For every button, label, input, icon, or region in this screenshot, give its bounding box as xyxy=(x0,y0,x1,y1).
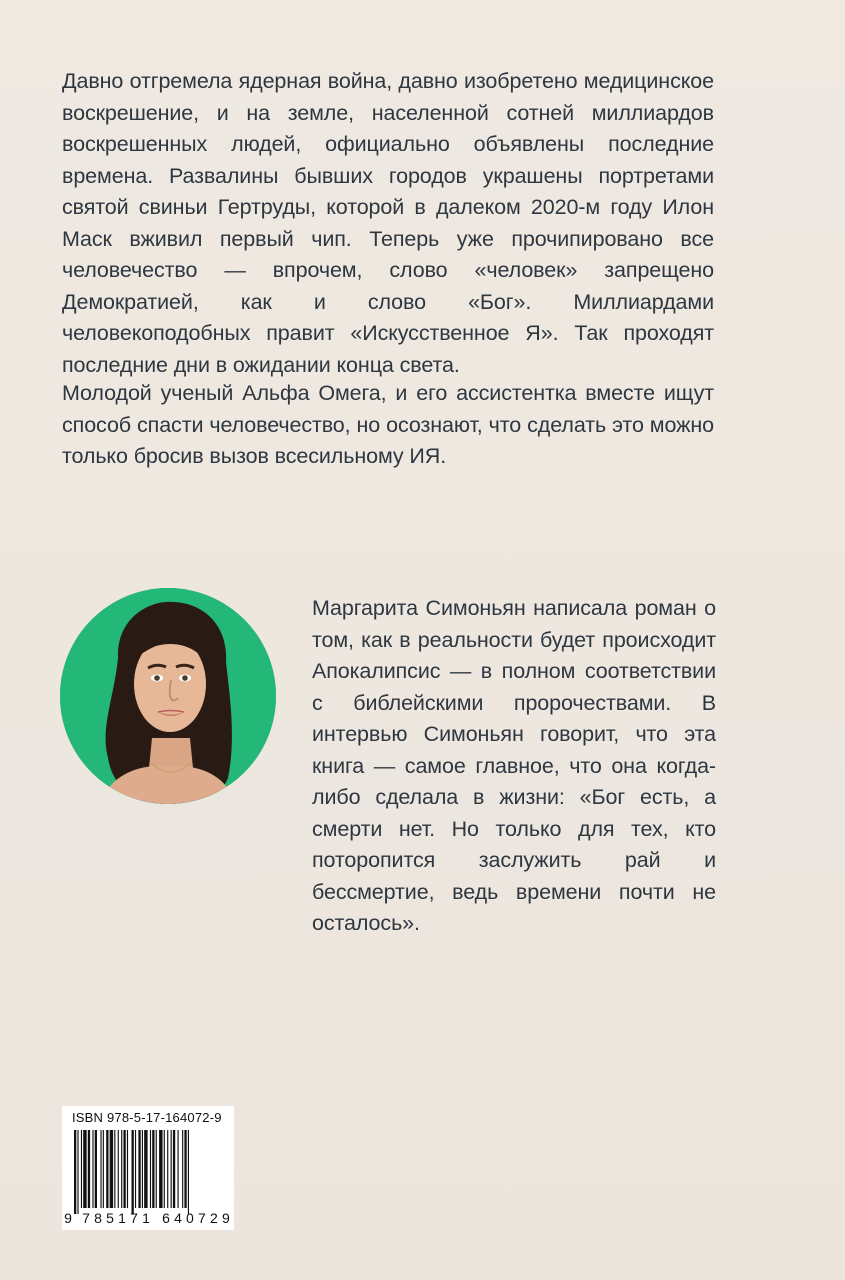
barcode-bar xyxy=(110,1130,113,1208)
barcode-bar xyxy=(135,1130,136,1208)
synopsis-paragraph-2: Молодой ученый Альфа Омега, и его ассистентка вместе ищут способ спасти человечество, но осознают, что сделать это можно только бросив вызов всесильному ИЯ. xyxy=(62,381,714,468)
barcode-bar xyxy=(144,1130,147,1208)
barcode-bar xyxy=(156,1130,157,1208)
barcode-bar xyxy=(92,1130,93,1208)
barcode-bar xyxy=(121,1130,122,1208)
barcode-digits xyxy=(62,1210,234,1226)
barcode-bars-image xyxy=(66,1130,230,1214)
synopsis-paragraph-1: Давно отгремела ядерная война, давно изобретено медицинское воскрешение, и на земле, населенной сотней миллиардов воскрешенных людей, официально объявлены последние времена. Развалины бывших городов украшены портретами святой свиньи Гертруды, которой в далеком 2020-м году Илон Маск вживил первый чип. Теперь уже прочипировано все человечество — впрочем, слово «человек» запрещено Демократией, как и слово «Бог». Миллиардами человекоподобных правит «Искусственное Я». Так проходят последние дни в ожидании конца света. xyxy=(62,69,714,377)
isbn-label: ISBN 978-5-17-164072-9 xyxy=(72,1110,222,1125)
barcode-bar xyxy=(173,1130,175,1208)
barcode-bar xyxy=(83,1130,86,1208)
barcode-bar xyxy=(123,1130,125,1208)
barcode-bar xyxy=(74,1130,76,1214)
barcode-bar xyxy=(152,1130,154,1208)
barcode-bar xyxy=(103,1130,104,1208)
barcode-bar xyxy=(118,1130,119,1208)
barcode-bar xyxy=(95,1130,97,1208)
barcode-right-digits: 640729 xyxy=(162,1210,234,1226)
author-portrait xyxy=(60,588,276,804)
barcode-bar xyxy=(81,1130,82,1208)
barcode-bar xyxy=(167,1130,168,1208)
author-bio: Маргарита Симоньян написала роман о том, как в реальности будет происходит Апокалипсис — в полном соответствии с библейскими пророчествами. В интервью Симоньян говорит, что эта книга — самое главное, что она когда-либо сделала в жизни: «Бог есть, а смерти нет. Но только для тех, кто поторопится заслужить рай и бессмертие, ведь времени почти не осталось». xyxy=(312,596,716,935)
barcode-left-digits: 785171 xyxy=(82,1210,155,1226)
barcode-bar xyxy=(184,1130,186,1208)
barcode-bar xyxy=(178,1130,179,1208)
barcode-bar xyxy=(150,1130,151,1208)
isbn-barcode xyxy=(62,1106,234,1230)
barcode-bar xyxy=(88,1130,90,1208)
barcode-bar xyxy=(164,1130,165,1208)
barcode-bar xyxy=(77,1130,78,1214)
barcode-lead-digit: 9 xyxy=(64,1210,72,1226)
barcode-bar xyxy=(127,1130,128,1208)
barcode-bar xyxy=(188,1130,189,1214)
barcode-bar xyxy=(132,1130,134,1214)
barcode-bar xyxy=(159,1130,162,1208)
barcode-bar xyxy=(106,1130,108,1208)
barcode-bar xyxy=(182,1130,183,1208)
barcode-bar xyxy=(114,1130,115,1208)
barcode-bar xyxy=(100,1130,101,1208)
barcode-bar xyxy=(171,1130,172,1208)
barcode-bar xyxy=(142,1130,143,1208)
author-photo-image xyxy=(60,588,276,804)
barcode-bar xyxy=(138,1130,140,1208)
